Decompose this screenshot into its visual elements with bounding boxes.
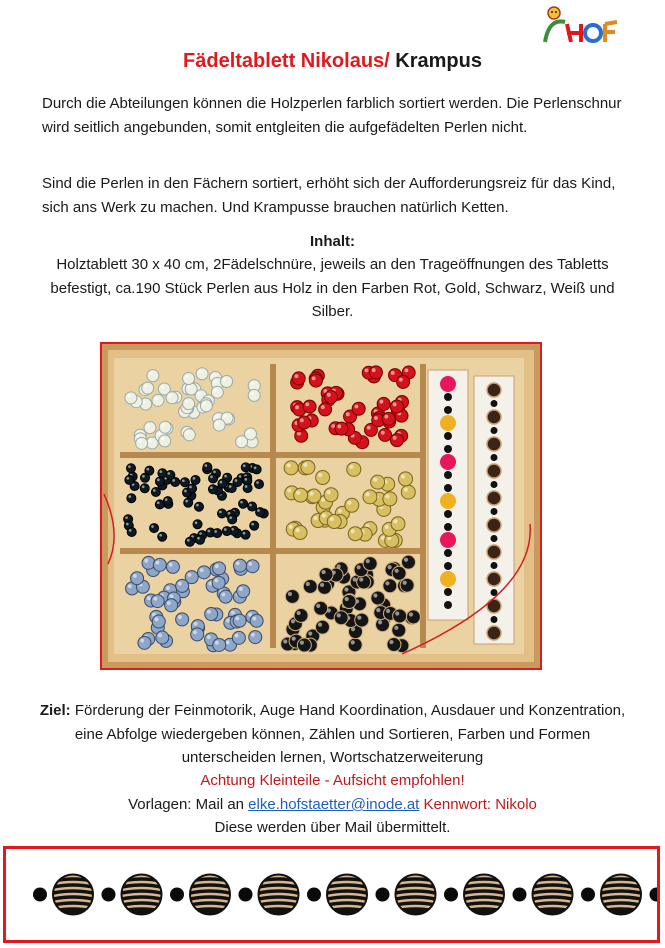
warning-text: Achtung Kleinteile - Aufsicht empfohlen! bbox=[200, 772, 465, 789]
small-black-bead bbox=[650, 888, 658, 902]
contents-heading: Inhalt: bbox=[310, 233, 355, 250]
sent-note: Diese werden über Mail übermittelt. bbox=[214, 819, 451, 836]
goal-text bbox=[30, 699, 635, 770]
small-black-bead bbox=[239, 888, 253, 902]
small-black-bead bbox=[376, 888, 390, 902]
description-paragraph-1: Durch die Abteilungen können die Holzperlen farblich sortiert werden. Die Perlenschnur wird seitlich angebunden, somit entgleiten die aufgefädelten Perlen nicht. bbox=[42, 95, 622, 136]
small-black-bead bbox=[581, 888, 595, 902]
goal-label: Ziel: bbox=[39, 702, 71, 719]
small-black-bead bbox=[513, 888, 527, 902]
striped-bead bbox=[325, 875, 369, 915]
striped-bead bbox=[462, 875, 506, 915]
email-link[interactable]: elke.hofstaetter@inode.at bbox=[248, 796, 420, 813]
small-black-bead bbox=[102, 888, 116, 902]
description-paragraph-2: Sind die Perlen in den Fächern sortiert, erhöht sich der Aufforderungsreiz für das Kind, sich ans Werk zu machen. Und Krampusse brauchen natürlich Ketten. bbox=[42, 175, 616, 216]
striped-bead bbox=[188, 875, 232, 915]
title-black-part: Krampus bbox=[389, 50, 482, 72]
bead-pattern-strip bbox=[3, 846, 660, 943]
small-black-bead bbox=[170, 888, 184, 902]
keyword-text: Kennwort: Nikolo bbox=[419, 796, 537, 813]
tray-photo bbox=[100, 342, 542, 670]
title-red-part: Fädeltablett Nikolaus/ bbox=[183, 50, 390, 72]
templates-prefix: Vorlagen: Mail an bbox=[128, 796, 249, 813]
small-black-bead bbox=[444, 888, 458, 902]
striped-bead bbox=[51, 875, 95, 915]
small-black-bead bbox=[33, 888, 47, 902]
striped-bead bbox=[257, 875, 301, 915]
bead-pattern bbox=[6, 849, 657, 940]
page-title bbox=[0, 50, 665, 73]
logo-text: HOF bbox=[582, 44, 585, 45]
hof-logo bbox=[541, 4, 623, 46]
contents-text: Holztablett 30 x 40 cm, 2Fädelschnüre, jeweils an den Trageöffnungen des Tabletts befestigt, ca.190 Stück Perlen aus Holz in den Farben Rot, Gold, Schwarz, Weiß und Silber. bbox=[50, 256, 615, 320]
striped-bead bbox=[394, 875, 438, 915]
small-black-bead bbox=[307, 888, 321, 902]
tray-illustration bbox=[102, 344, 540, 668]
goal-description: Förderung der Feinmotorik, Auge Hand Koordination, Ausdauer und Konzentration, eine Abfolge wiedergeben können, Zählen und Sortieren, Farben und Formen unterscheiden lernen, Wortschatzerweiterung bbox=[70, 702, 626, 766]
templates-line bbox=[30, 793, 635, 817]
striped-bead bbox=[531, 875, 575, 915]
striped-bead bbox=[599, 875, 643, 915]
striped-bead bbox=[120, 875, 164, 915]
